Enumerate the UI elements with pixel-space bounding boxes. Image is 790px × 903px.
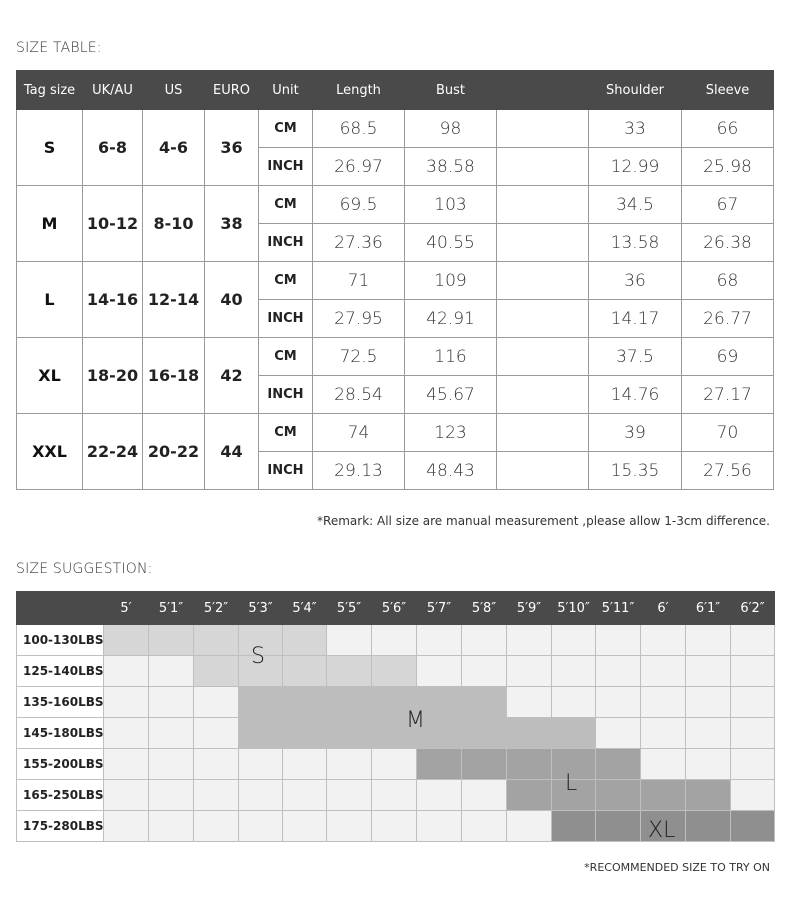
suggest-cell-m	[507, 718, 552, 749]
suggest-cell-empty	[731, 625, 775, 656]
header-shoulder: Shoulder	[589, 71, 682, 110]
height-header: 5′8″	[462, 592, 507, 625]
unit-cell: CM	[259, 110, 313, 148]
suggest-cell-empty	[149, 811, 194, 842]
suggest-cell-empty	[194, 811, 239, 842]
unit-cell: INCH	[259, 452, 313, 490]
euro-cell: 44	[205, 414, 259, 490]
suggest-cell-empty	[104, 749, 149, 780]
uk-au-cell: 14-16	[83, 262, 143, 338]
suggest-cell-empty	[149, 656, 194, 687]
suggest-cell-empty	[596, 687, 641, 718]
suggest-cell-s	[194, 656, 239, 687]
bust-cell: 123	[405, 414, 497, 452]
tag-size-cell: L	[17, 262, 83, 338]
suggest-cell-m	[552, 718, 596, 749]
shoulder-cell: 15.35	[589, 452, 682, 490]
weight-label: 100-130LBS	[17, 625, 104, 656]
bust-cell: 98	[405, 110, 497, 148]
suggest-cell-empty	[283, 780, 327, 811]
blank-cell	[497, 338, 589, 376]
sleeve-cell: 27.56	[682, 452, 774, 490]
suggest-cell-empty	[417, 656, 462, 687]
blank-cell	[497, 224, 589, 262]
suggest-cell-xl	[552, 811, 596, 842]
height-header: 5′4″	[283, 592, 327, 625]
weight-label: 125-140LBS	[17, 656, 104, 687]
size-suggestion-title: SIZE SUGGESTION:	[16, 561, 153, 577]
bust-cell: 109	[405, 262, 497, 300]
suggest-cell-empty	[596, 656, 641, 687]
size-row-cm	[17, 186, 774, 224]
length-cell: 68.5	[313, 110, 405, 148]
uk-au-cell: 22-24	[83, 414, 143, 490]
height-header: 5′5″	[327, 592, 372, 625]
suggest-cell-l	[507, 749, 552, 780]
height-header: 5′	[104, 592, 149, 625]
suggest-label-l: L	[565, 771, 578, 796]
suggest-cell-s	[194, 625, 239, 656]
suggest-cell-empty	[104, 718, 149, 749]
bust-cell: 42.91	[405, 300, 497, 338]
suggest-cell-empty	[283, 749, 327, 780]
suggest-cell-empty	[104, 656, 149, 687]
suggest-cell-empty	[149, 749, 194, 780]
us-cell: 20-22	[143, 414, 205, 490]
blank-cell	[497, 452, 589, 490]
unit-cell: CM	[259, 338, 313, 376]
blank-cell	[497, 148, 589, 186]
height-header: 5′1″	[149, 592, 194, 625]
suggest-cell-l	[641, 780, 686, 811]
euro-cell: 36	[205, 110, 259, 186]
suggest-cell-empty	[507, 656, 552, 687]
shoulder-cell: 14.17	[589, 300, 682, 338]
tag-size-cell: M	[17, 186, 83, 262]
suggest-cell-m	[239, 687, 283, 718]
weight-row	[17, 718, 775, 749]
height-header-row	[17, 592, 775, 625]
suggest-cell-empty	[327, 811, 372, 842]
tag-size-cell: S	[17, 110, 83, 186]
suggest-cell-empty	[104, 780, 149, 811]
suggest-cell-empty	[686, 687, 731, 718]
suggest-cell-empty	[327, 625, 372, 656]
suggest-cell-xl	[731, 811, 775, 842]
suggest-cell-xl	[596, 811, 641, 842]
suggest-cell-empty	[462, 811, 507, 842]
suggest-cell-empty	[641, 687, 686, 718]
header-tag-size: Tag size	[17, 71, 83, 110]
length-cell: 69.5	[313, 186, 405, 224]
suggest-cell-m	[462, 687, 507, 718]
height-header: 5′10″	[552, 592, 596, 625]
suggest-cell-s	[372, 656, 417, 687]
shoulder-cell: 34.5	[589, 186, 682, 224]
suggest-cell-empty	[462, 625, 507, 656]
height-header: 5′11″	[596, 592, 641, 625]
weight-row	[17, 749, 775, 780]
euro-cell: 42	[205, 338, 259, 414]
shoulder-cell: 37.5	[589, 338, 682, 376]
weight-row	[17, 687, 775, 718]
blank-cell	[497, 186, 589, 224]
sleeve-cell: 26.77	[682, 300, 774, 338]
sleeve-cell: 66	[682, 110, 774, 148]
suggest-cell-s	[283, 656, 327, 687]
weight-label: 175-280LBS	[17, 811, 104, 842]
size-table-title: SIZE TABLE:	[16, 40, 102, 56]
unit-cell: INCH	[259, 376, 313, 414]
tag-size-cell: XL	[17, 338, 83, 414]
suggest-label-xl: XL	[648, 818, 676, 843]
length-cell: 74	[313, 414, 405, 452]
bust-cell: 116	[405, 338, 497, 376]
suggest-cell-empty	[372, 780, 417, 811]
unit-cell: CM	[259, 414, 313, 452]
sleeve-cell: 26.38	[682, 224, 774, 262]
suggest-cell-m	[327, 718, 372, 749]
suggest-cell-l	[596, 780, 641, 811]
uk-au-cell: 10-12	[83, 186, 143, 262]
blank-cell	[497, 262, 589, 300]
bust-cell: 103	[405, 186, 497, 224]
suggest-cell-l	[686, 780, 731, 811]
weight-height-corner	[17, 592, 104, 625]
sleeve-cell: 67	[682, 186, 774, 224]
blank-cell	[497, 110, 589, 148]
us-cell: 12-14	[143, 262, 205, 338]
suggest-cell-empty	[327, 780, 372, 811]
suggest-cell-empty	[552, 687, 596, 718]
suggest-cell-empty	[194, 780, 239, 811]
us-cell: 4-6	[143, 110, 205, 186]
suggest-cell-empty	[283, 811, 327, 842]
length-cell: 29.13	[313, 452, 405, 490]
suggest-label-s: S	[251, 644, 265, 669]
suggest-cell-empty	[641, 718, 686, 749]
height-header: 6′2″	[731, 592, 775, 625]
header-sleeve: Sleeve	[682, 71, 774, 110]
weight-row	[17, 656, 775, 687]
sleeve-cell: 68	[682, 262, 774, 300]
suggest-cell-empty	[731, 780, 775, 811]
header-uk-au: UK/AU	[83, 71, 143, 110]
length-cell: 27.36	[313, 224, 405, 262]
suggest-cell-empty	[462, 780, 507, 811]
suggest-cell-empty	[462, 656, 507, 687]
size-suggestion-grid	[16, 591, 775, 842]
length-cell: 72.5	[313, 338, 405, 376]
height-header: 6′1″	[686, 592, 731, 625]
sleeve-cell: 69	[682, 338, 774, 376]
weight-label: 145-180LBS	[17, 718, 104, 749]
suggest-cell-empty	[552, 625, 596, 656]
height-header: 5′6″	[372, 592, 417, 625]
size-row-cm	[17, 110, 774, 148]
suggest-cell-empty	[372, 625, 417, 656]
sleeve-cell: 27.17	[682, 376, 774, 414]
suggest-cell-empty	[417, 811, 462, 842]
euro-cell: 40	[205, 262, 259, 338]
height-header: 5′7″	[417, 592, 462, 625]
uk-au-cell: 6-8	[83, 110, 143, 186]
suggest-cell-empty	[596, 625, 641, 656]
suggest-cell-empty	[194, 687, 239, 718]
blank-cell	[497, 376, 589, 414]
weight-row	[17, 780, 775, 811]
size-table	[16, 70, 774, 490]
recommended-note: *RECOMMENDED SIZE TO TRY ON	[584, 861, 770, 874]
suggest-cell-empty	[731, 687, 775, 718]
shoulder-cell: 13.58	[589, 224, 682, 262]
suggest-cell-empty	[731, 718, 775, 749]
suggest-cell-s	[149, 625, 194, 656]
suggest-cell-m	[462, 718, 507, 749]
suggest-cell-empty	[731, 749, 775, 780]
suggest-cell-empty	[417, 780, 462, 811]
size-table-header	[17, 71, 774, 110]
tag-size-cell: XXL	[17, 414, 83, 490]
suggest-cell-empty	[149, 687, 194, 718]
suggest-cell-s	[283, 625, 327, 656]
bust-cell: 38.58	[405, 148, 497, 186]
header-blank	[497, 71, 589, 110]
suggest-cell-empty	[731, 656, 775, 687]
suggest-cell-empty	[104, 687, 149, 718]
weight-row	[17, 625, 775, 656]
header-length: Length	[313, 71, 405, 110]
bust-cell: 48.43	[405, 452, 497, 490]
suggest-label-m: M	[406, 708, 425, 733]
height-header: 5′3″	[239, 592, 283, 625]
suggest-cell-empty	[641, 656, 686, 687]
suggest-cell-empty	[372, 749, 417, 780]
length-cell: 71	[313, 262, 405, 300]
sleeve-cell: 25.98	[682, 148, 774, 186]
suggest-cell-empty	[596, 718, 641, 749]
blank-cell	[497, 414, 589, 452]
suggest-cell-m	[283, 718, 327, 749]
suggest-cell-s	[327, 656, 372, 687]
suggest-cell-empty	[686, 656, 731, 687]
suggest-cell-empty	[641, 749, 686, 780]
suggest-cell-empty	[149, 718, 194, 749]
suggest-cell-empty	[686, 749, 731, 780]
suggest-cell-l	[417, 749, 462, 780]
uk-au-cell: 18-20	[83, 338, 143, 414]
suggest-cell-l	[462, 749, 507, 780]
length-cell: 27.95	[313, 300, 405, 338]
sleeve-cell: 70	[682, 414, 774, 452]
header-us: US	[143, 71, 205, 110]
us-cell: 8-10	[143, 186, 205, 262]
bust-cell: 45.67	[405, 376, 497, 414]
header-bust: Bust	[405, 71, 497, 110]
height-header: 6′	[641, 592, 686, 625]
suggest-cell-m	[239, 718, 283, 749]
suggest-cell-m	[283, 687, 327, 718]
suggest-cell-m	[327, 687, 372, 718]
weight-label: 165-250LBS	[17, 780, 104, 811]
shoulder-cell: 14.76	[589, 376, 682, 414]
suggest-cell-empty	[239, 749, 283, 780]
suggest-cell-empty	[104, 811, 149, 842]
unit-cell: CM	[259, 262, 313, 300]
header-euro: EURO	[205, 71, 259, 110]
size-row-cm	[17, 262, 774, 300]
unit-cell: INCH	[259, 224, 313, 262]
suggest-cell-empty	[507, 687, 552, 718]
weight-label: 135-160LBS	[17, 687, 104, 718]
suggest-cell-l	[507, 780, 552, 811]
suggest-cell-empty	[239, 780, 283, 811]
suggest-cell-s	[104, 625, 149, 656]
size-row-cm	[17, 414, 774, 452]
size-table-remark: *Remark: All size are manual measurement ,please allow 1-3cm difference.	[317, 514, 770, 528]
suggest-cell-empty	[507, 625, 552, 656]
euro-cell: 38	[205, 186, 259, 262]
length-cell: 28.54	[313, 376, 405, 414]
suggest-cell-empty	[194, 718, 239, 749]
suggest-cell-empty	[686, 625, 731, 656]
height-header: 5′2″	[194, 592, 239, 625]
size-row-cm	[17, 338, 774, 376]
suggest-cell-l	[596, 749, 641, 780]
suggest-cell-empty	[641, 625, 686, 656]
suggest-cell-empty	[417, 625, 462, 656]
height-header: 5′9″	[507, 592, 552, 625]
us-cell: 16-18	[143, 338, 205, 414]
bust-cell: 40.55	[405, 224, 497, 262]
suggest-cell-empty	[686, 718, 731, 749]
suggest-cell-xl	[686, 811, 731, 842]
shoulder-cell: 12.99	[589, 148, 682, 186]
suggest-cell-empty	[552, 656, 596, 687]
suggest-cell-empty	[372, 811, 417, 842]
unit-cell: CM	[259, 186, 313, 224]
shoulder-cell: 39	[589, 414, 682, 452]
unit-cell: INCH	[259, 300, 313, 338]
shoulder-cell: 36	[589, 262, 682, 300]
length-cell: 26.97	[313, 148, 405, 186]
suggest-cell-empty	[149, 780, 194, 811]
unit-cell: INCH	[259, 148, 313, 186]
suggest-cell-empty	[239, 811, 283, 842]
header-unit: Unit	[259, 71, 313, 110]
shoulder-cell: 33	[589, 110, 682, 148]
suggest-cell-empty	[194, 749, 239, 780]
blank-cell	[497, 300, 589, 338]
suggest-cell-empty	[327, 749, 372, 780]
suggest-cell-empty	[507, 811, 552, 842]
weight-label: 155-200LBS	[17, 749, 104, 780]
